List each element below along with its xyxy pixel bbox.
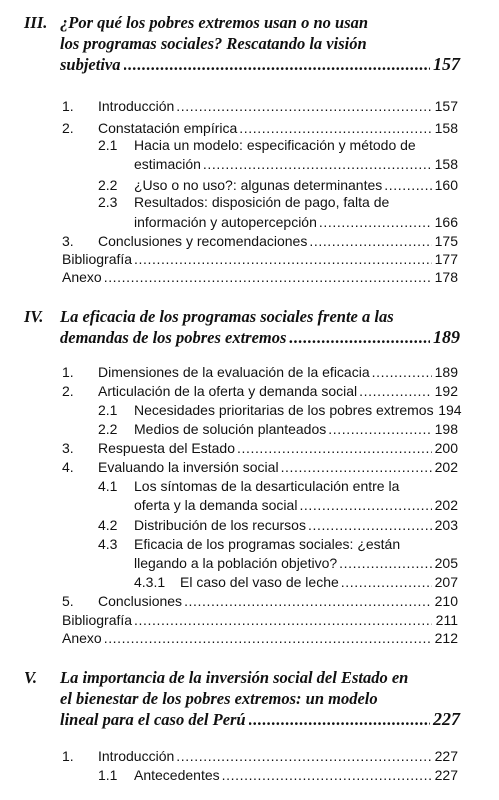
entry-title: Anexo [62,630,102,646]
entry-title: Articulación de la oferta y demanda social [98,383,358,399]
chapter-title-line: La eficacia de los programas sociales frente a las [60,307,394,326]
entry-title-continuation: oferta y la demanda social [134,497,298,513]
chapter-page-number: 227 [433,709,460,729]
toc-subentry-continuation[interactable] [134,213,458,232]
dot-leader [184,592,432,611]
entry-title-continuation: estimación [134,156,201,172]
chapter-title-text: subjetiva [60,55,121,74]
chapter-page-number: 189 [433,327,460,347]
toc-subentry[interactable] [98,516,458,535]
entry-title: Anexo [62,269,102,285]
toc-entry[interactable] [62,458,458,477]
dot-leader [176,747,432,766]
entry-number: 4.2 [98,517,118,533]
entry-page-number: 177 [434,251,458,267]
entry-page-number: 227 [434,748,458,764]
dot-leader [104,268,432,287]
entry-page-number: 192 [434,383,458,399]
entry-title: ¿Uso o no uso?: algunas determinantes [134,177,383,193]
dot-leader [359,382,432,401]
dot-leader [222,766,432,785]
entry-title: Introducción [98,98,175,114]
entry-page-number: 200 [434,440,458,456]
dot-leader [319,213,432,232]
dot-leader [281,458,432,477]
dot-leader [134,250,432,269]
toc-subentry[interactable] [98,766,458,785]
dot-leader [124,54,431,75]
chapter-number: III. [24,13,48,32]
entry-number: 2. [62,120,74,136]
entry-page-number: 207 [434,574,458,590]
dot-leader [249,709,430,730]
entry-number: 2.2 [98,421,118,437]
dot-leader [203,155,432,174]
entry-page-number: 211 [435,612,458,628]
entry-title: Constatación empírica [98,120,238,136]
entry-page-number: 210 [434,593,458,609]
toc-entry[interactable] [62,268,458,287]
entry-number: 3. [62,440,74,456]
chapter-title-line: el bienestar de los pobres extremos: un modelo [60,689,378,708]
toc-subsubentry[interactable] [134,573,458,592]
chapter-number: IV. [24,307,44,326]
entry-title: Los síntomas de la desarticulación entre la [134,478,400,494]
entry-number: 2. [62,383,74,399]
entry-number: 1. [62,364,74,380]
entry-number: 1.1 [98,767,118,783]
toc-subentry-first-line[interactable] [98,193,389,212]
entry-number: 1. [62,748,74,764]
dot-leader [309,232,432,251]
toc-entry[interactable] [62,250,458,269]
toc-entry[interactable] [62,592,458,611]
entry-title: Eficacia de los programas sociales: ¿están [134,536,401,552]
toc-entry[interactable] [62,747,458,766]
chapter-heading-iv [24,306,460,348]
dot-leader [328,420,432,439]
entry-title: El caso del vaso de leche [180,574,339,590]
toc-subentry-first-line[interactable] [98,477,399,496]
entry-title: Hacia un modelo: especificación y método de [134,137,416,153]
dot-leader [134,611,432,630]
entry-number: 4.1 [98,478,118,494]
dot-leader [341,573,432,592]
chapter-number: V. [24,668,38,687]
toc-subentry[interactable] [98,420,458,439]
entry-page-number: 202 [434,497,458,513]
entry-number: 1. [62,98,74,114]
toc-entry[interactable] [62,611,458,630]
entry-title: Necesidades prioritarias de los pobres extremos [134,402,434,418]
entry-page-number: 178 [434,269,458,285]
toc-entry[interactable] [62,439,458,458]
entry-title: Conclusiones [98,593,183,609]
dot-leader [372,363,432,382]
dot-leader [384,176,432,195]
dot-leader [299,496,432,515]
chapter-title-last-line [60,54,460,75]
entry-page-number: 160 [434,177,458,193]
entry-page-number: 198 [434,421,458,437]
entry-title: Introducción [98,748,175,764]
entry-page-number: 189 [434,364,458,380]
entry-page-number: 205 [434,555,458,571]
toc-subentry-continuation[interactable] [134,554,458,573]
entry-number: 5. [62,593,74,609]
toc-entry[interactable] [62,232,458,251]
entry-page-number: 166 [434,214,458,230]
entry-number: 4. [62,459,74,475]
dot-leader [237,439,432,458]
chapter-title-line: ¿Por qué los pobres extremos usan o no usan [60,13,369,32]
entry-title: Antecedentes [134,767,220,783]
entry-page-number: 227 [434,767,458,783]
entry-number: 3. [62,233,74,249]
toc-entry[interactable] [62,382,458,401]
dot-leader [104,629,432,648]
toc-subentry[interactable] [98,401,462,420]
chapter-title-text: lineal para el caso del Perú [60,710,246,729]
entry-title: Medios de solución planteados [134,421,327,437]
entry-page-number: 157 [434,98,458,114]
entry-page-number: 175 [434,233,458,249]
chapter-title-last-line [60,327,460,348]
toc-entry[interactable] [62,629,458,648]
entry-page-number: 212 [434,630,458,646]
chapter-heading-iii [24,12,460,75]
entry-title: Dimensiones de la evaluación de la eficacia [98,364,370,380]
toc-subentry-continuation[interactable] [134,155,458,174]
dot-leader [339,554,432,573]
toc-subentry-first-line[interactable] [98,136,416,155]
entry-title: Respuesta del Estado [98,440,235,456]
dot-leader [176,97,432,116]
dot-leader [308,516,432,535]
entry-title: Resultados: disposición de pago, falta de [134,194,390,210]
chapter-title-last-line [60,709,460,730]
entry-number: 2.2 [98,177,118,193]
entry-title: Evaluando la inversión social [98,459,279,475]
entry-title: Conclusiones y recomendaciones [98,233,308,249]
entry-number: 2.1 [98,137,118,153]
chapter-title-text: demandas de los pobres extremos [60,328,287,347]
dot-leader [289,327,430,348]
entry-page-number: 158 [434,156,458,172]
entry-page-number: 203 [434,517,458,533]
entry-number: 2.3 [98,194,118,210]
chapter-title-line: La importancia de la inversión social del Estado en [60,668,409,687]
chapter-page-number: 157 [433,54,460,74]
entry-number: 4.3 [98,536,118,552]
chapter-title-line: los programas sociales? Rescatando la visión [60,34,367,53]
toc-subentry-continuation[interactable] [134,496,458,515]
toc-entry[interactable] [62,97,458,116]
entry-page-number: 194 [438,402,462,418]
entry-number: 4.3.1 [134,574,166,590]
toc-entry[interactable] [62,363,458,382]
entry-title-continuation: información y autopercepción [134,214,317,230]
entry-number: 2.1 [98,402,118,418]
toc-subentry-first-line[interactable] [98,535,400,554]
entry-title-continuation: llegando a la población objetivo? [134,555,338,571]
entry-page-number: 158 [434,120,458,136]
chapter-heading-v [24,667,460,730]
entry-title: Distribución de los recursos [134,517,306,533]
entry-page-number: 202 [434,459,458,475]
entry-title: Bibliografía [62,251,133,267]
entry-title: Bibliografía [62,612,133,628]
